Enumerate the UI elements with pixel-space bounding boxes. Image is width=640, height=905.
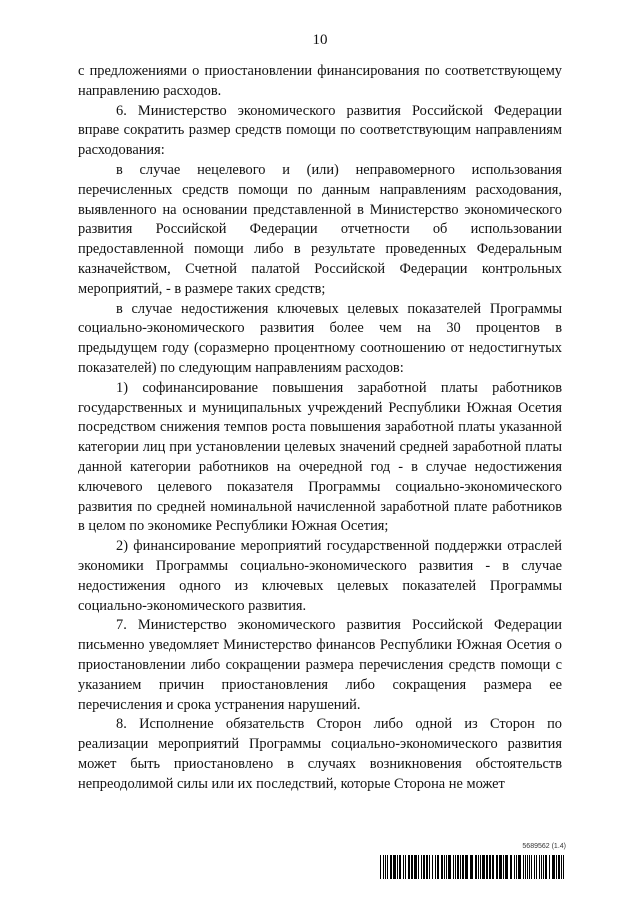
barcode-icon	[380, 855, 566, 879]
paragraph: с предложениями о приостановлении финансирования по соответствующему направлению расходов.	[78, 63, 562, 99]
document-body	[78, 62, 562, 794]
paragraph: 7. Министерство экономического развития Российской Федерации письменно уведомляет Министерство финансов Республики Южная Осетия о приостановлении либо сокращении размера перечисления средств помощи с указанием причин приостановления либо сокращения размера ее перечисления и срока устранения нарушений.	[78, 617, 562, 713]
paragraph: 2) финансирование мероприятий государственной поддержки отраслей экономики Программы социально-экономического развития - в случае недостижения одного из ключевых целевых показателей Программы социально-экономического развития.	[78, 538, 562, 614]
paragraph: в случае нецелевого и (или) неправомерного использования перечисленных средств помощи по данным направлениям расходования, выявленного на основании представленной в Министерство экономического развития Российской Федерации отчетности об использовании предоставленной помощи либо в результате проведенных Федеральным казначейством, Счетной палатой Российской Федерации контрольных мероприятий, - в размере таких средств;	[78, 161, 562, 297]
page-number: 10	[312, 32, 328, 48]
paragraph: 1) софинансирование повышения заработной платы работников государственных и муниципальных учреждений Республики Южная Осетия посредством снижения темпов роста повышения заработной платы указанной категории лиц при установлении целевых значений средней заработной платы данной категории работников на очередной год - в случае недостижения ключевого целевого показателя Программы социально-экономического развития по средней номинальной начисленной заработной плате работников в целом по экономике Республики Южная Осетия;	[78, 379, 562, 535]
barcode-id-text: 5689562 (1.4)	[522, 843, 566, 850]
paragraph: 8. Исполнение обязательств Сторон либо одной из Сторон по реализации мероприятий Программы социально-экономического развития может быть приостановлено в случаях возникновения обстоятельств непреодолимой силы или их последствий, которые Сторона не может	[78, 716, 562, 792]
paragraph: 6. Министерство экономического развития Российской Федерации вправе сократить размер средств помощи по соответствующим направлениям расходования:	[78, 102, 562, 159]
document-barcode	[380, 843, 566, 883]
paragraph: в случае недостижения ключевых целевых показателей Программы социально-экономического развития более чем на 30 процентов в предыдущем году (соразмерно процентному соотношению от недостигнутых показателей) по следующим направлениям расходов:	[78, 300, 562, 376]
